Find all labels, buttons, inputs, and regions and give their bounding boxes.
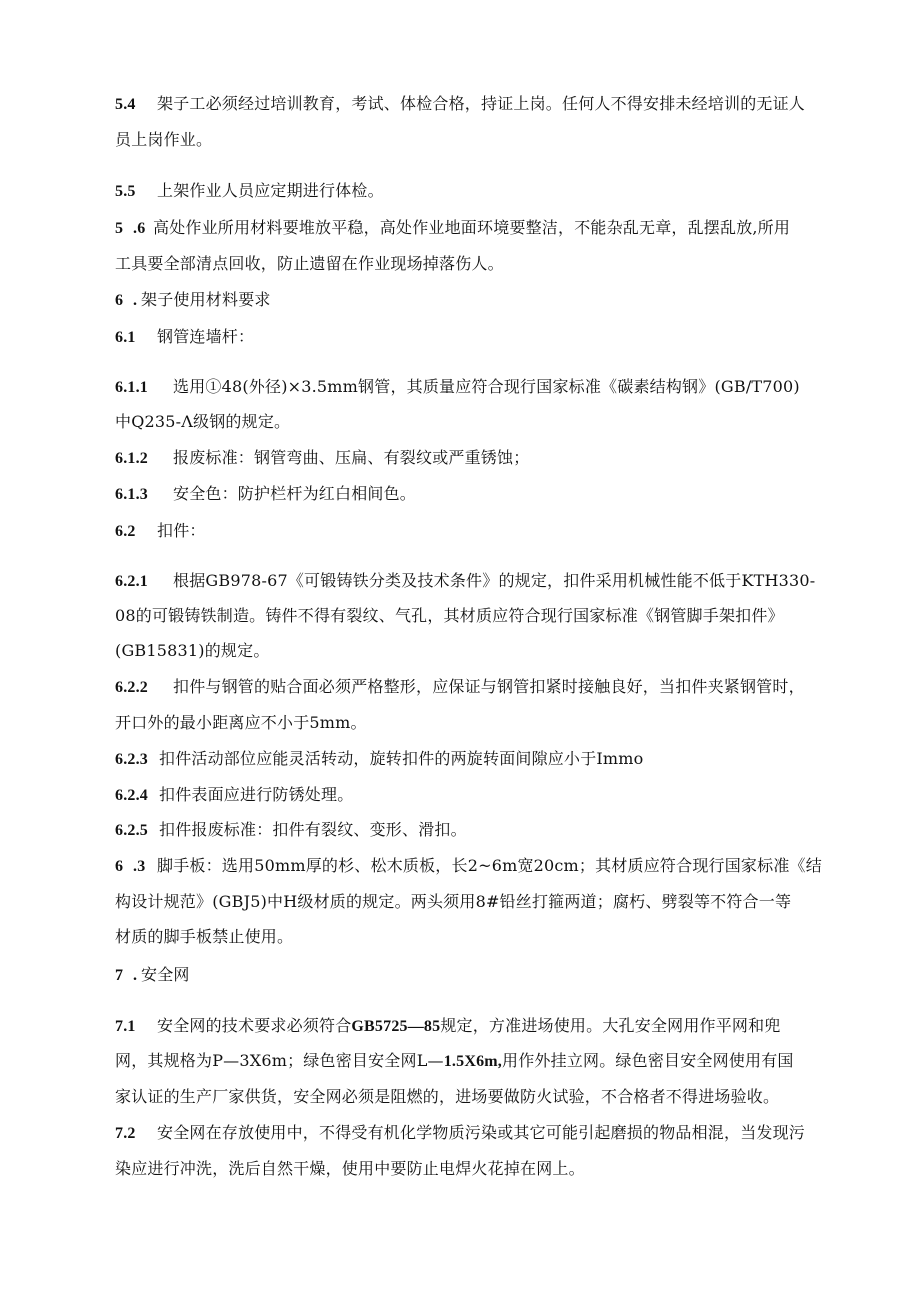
paragraph-text: 开口外的最小距离应不小于5mm。 [115,713,367,732]
paragraph-7-1-line-1 [115,1016,840,1037]
paragraph-6-2-1-line-1 [115,571,840,592]
standard-code: GB5725—85 [351,1018,441,1035]
section-number-suffix: . [133,292,138,309]
section-number: 6.2.4 [115,787,148,804]
section-number: 7.2 [115,1125,136,1142]
paragraph-text: 扣件： [157,521,206,540]
paragraph-6-1 [115,327,840,348]
paragraph-6-3-line-1 [115,856,840,877]
paragraph-text: 报废标准：钢管弯曲、压扁、有裂纹或严重锈蚀； [173,448,530,467]
paragraph-text: 安全色：防护栏杆为红白相间色。 [173,484,417,503]
paragraph-6-2-2-line-2 [115,713,840,733]
paragraph-text: 规定，方准进场使用。大孔安全网用作平网和兜 [440,1016,781,1035]
section-number: 6.1.3 [115,486,148,503]
paragraph-6-2-1-line-2 [115,606,840,626]
paragraph-text: 用作外挂立网。绿色密目安全网使用有国 [502,1051,794,1070]
paragraph-6-3-line-3 [115,927,840,947]
paragraph-text: 构设计规范》(GBJ5)中H级材质的规定。两头须用8#铅丝打箍两道；腐朽、劈裂等不符合一等 [115,892,792,911]
paragraph-text: 家认证的生产厂家供货，安全网必须是阻燃的，进场要做防火试验，不合格者不得进场验收。 [115,1087,780,1106]
paragraph-text: (GB15831)的规定。 [115,641,270,660]
paragraph-7-2-line-2 [115,1159,840,1179]
paragraph-6-2-5 [115,820,840,841]
paragraph-text: 扣件表面应进行防锈处理。 [159,785,354,804]
paragraph-5-4-line-1 [115,94,840,115]
paragraph-text: 扣件活动部位应能灵活转动，旋转扣件的两旋转面间隙应小于Immo [159,749,644,768]
paragraph-text: 安全网在存放使用中，不得受有机化学物质污染或其它可能引起磨损的物品相混，当发现污 [157,1123,806,1142]
section-number: 6 [115,292,124,309]
heading-6 [115,290,840,311]
paragraph-5-5 [115,181,840,202]
paragraph-7-2-line-1 [115,1123,840,1144]
section-number: 5 [115,220,124,237]
paragraph-text: 材质的脚手板禁止使用。 [115,927,294,946]
paragraph-text: 员上岗作业。 [115,130,213,149]
section-number-suffix: . [133,967,138,984]
paragraph-text: 08的可锻铸铁制造。铸件不得有裂纹、气孔，其材质应符合现行国家标准《钢管脚手架扣件》 [115,606,784,625]
paragraph-6-1-1-line-2 [115,412,840,432]
paragraph-text: 根据GB978-67《可锻铸铁分类及技术条件》的规定，扣件采用机械性能不低于KTH330- [173,571,816,590]
section-number: 6.1 [115,329,136,346]
paragraph-text: 安全网的技术要求必须符合 [157,1016,352,1035]
paragraph-text: 上架作业人员应定期进行体检。 [157,181,384,200]
section-number: 5.4 [115,96,136,113]
heading-text: 架子使用材料要求 [141,290,271,309]
paragraph-text: 网，其规格为P—3X6m；绿色密目安全网L— [115,1051,444,1070]
paragraph-6-2-2-line-1 [115,677,840,698]
paragraph-text: 钢管连墙杆： [157,327,255,346]
paragraph-6-1-1-line-1 [115,377,840,398]
section-number: 5.5 [115,183,136,200]
section-number: 6 [115,858,124,875]
section-number: 6.1.1 [115,379,148,396]
paragraph-text: 高处作业所用材料要堆放平稳，高处作业地面环境要整洁，不能杂乱无章，乱摆乱放,所用 [153,218,791,237]
paragraph-5-4-line-2 [115,130,840,150]
paragraph-6-1-2 [115,448,840,469]
paragraph-6-2-4 [115,785,840,806]
section-number: 6.1.2 [115,450,148,467]
section-number-suffix: .6 [133,220,146,237]
paragraph-text: 扣件报废标准：扣件有裂纹、变形、滑扣。 [159,820,467,839]
paragraph-text: 扣件与钢管的贴合面必须严格整形，应保证与钢管扣紧时接触良好，当扣件夹紧钢管时， [173,677,805,696]
paragraph-6-2-1-line-3 [115,641,840,661]
paragraph-text: 中Q235-Λ级钢的规定。 [115,412,291,431]
section-number: 7 [115,967,124,984]
paragraph-5-6-line-1 [115,218,840,239]
paragraph-6-2 [115,521,840,542]
net-size: 1.5X6m, [443,1053,503,1070]
section-number-suffix: .3 [133,858,146,875]
paragraph-text: 脚手板：选用50mm厚的杉、松木质板，长2~6m宽20cm；其材质应符合现行国家标准《结 [157,856,822,875]
section-number: 6.2 [115,523,136,540]
section-number: 6.2.2 [115,679,148,696]
paragraph-7-1-line-3 [115,1087,840,1107]
heading-text: 安全网 [141,965,190,984]
paragraph-text: 工具要全部清点回收，防止遗留在作业现场掉落伤人。 [115,254,504,273]
paragraph-6-2-3 [115,749,840,770]
section-number: 6.2.3 [115,751,148,768]
paragraph-text: 染应进行冲洗，洗后自然干燥，使用中要防止电焊火花掉在网上。 [115,1159,585,1178]
paragraph-6-3-line-2 [115,892,840,912]
section-number: 6.2.1 [115,573,148,590]
paragraph-6-1-3 [115,484,840,505]
paragraph-5-6-line-2 [115,254,840,274]
paragraph-text: 选用①48(外径)×3.5mm钢管，其质量应符合现行国家标准《碳素结构钢》(GB/T700) [173,377,800,396]
paragraph-7-1-line-2 [115,1051,840,1072]
section-number: 7.1 [115,1018,136,1035]
section-number: 6.2.5 [115,822,148,839]
heading-7 [115,965,840,986]
paragraph-text: 架子工必须经过培训教育，考试、体检合格，持证上岗。任何人不得安排未经培训的无证人 [157,94,806,113]
